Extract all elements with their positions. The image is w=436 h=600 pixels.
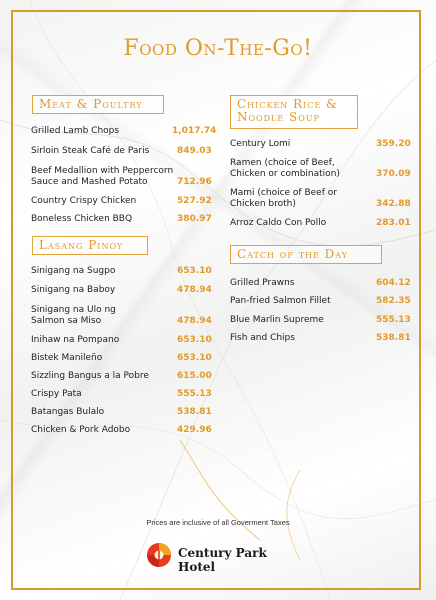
tax-note: Prices are inclusive of all Goverment Taxes bbox=[146, 518, 290, 527]
menu-item-name: Grilled Lamb Chops bbox=[31, 126, 120, 136]
menu-item-name-line2: Sauce and Mashed Potato bbox=[31, 177, 148, 187]
menu-item-name-line2: Chicken broth) bbox=[230, 199, 296, 209]
menu-item-price: 615.00 bbox=[177, 371, 212, 381]
menu-item-price: 342.88 bbox=[376, 199, 411, 209]
menu-item-name: Sirloin Steak Café de Paris bbox=[31, 146, 150, 156]
menu-item-price: 582.35 bbox=[376, 296, 411, 306]
section-heading-meat-poultry: Meat & Poultry bbox=[32, 95, 164, 114]
menu-item-name: Beef Medallion with Peppercorn bbox=[31, 166, 174, 176]
section-heading-line2: Noodle Soup bbox=[237, 110, 320, 124]
menu-item-name: Sizzling Bangus a la Pobre bbox=[31, 371, 149, 381]
section-heading-chicken-rice-noodle-soup bbox=[230, 95, 358, 129]
menu-item-price: 712.96 bbox=[177, 177, 212, 187]
menu-item-name: Mami (choice of Beef or bbox=[230, 188, 337, 198]
menu-item-price: 555.13 bbox=[376, 315, 411, 325]
section-heading-lasang-pinoy: Lasang Pinoy bbox=[32, 236, 148, 255]
menu-item-price: 1,017.74 bbox=[172, 126, 217, 136]
menu-item-price: 653.10 bbox=[177, 353, 212, 363]
menu-item-price: 527.92 bbox=[177, 196, 212, 206]
menu-item-name: Fish and Chips bbox=[230, 333, 295, 343]
menu-item-price: 653.10 bbox=[177, 266, 212, 276]
menu-item-name: Ramen (choice of Beef, bbox=[230, 158, 335, 168]
section-heading-line1: Chicken Rice & bbox=[237, 97, 338, 111]
menu-item-name: Sinigang na Sugpo bbox=[31, 266, 116, 276]
menu-item-price: 538.81 bbox=[376, 333, 411, 343]
menu-item-price: 555.13 bbox=[177, 389, 212, 399]
menu-item-price: 380.97 bbox=[177, 214, 212, 224]
menu-item-name: Pan-fried Salmon Fillet bbox=[230, 296, 331, 306]
menu-item-name: Sinigang na Ulo ng bbox=[31, 305, 116, 315]
menu-item-price: 429.96 bbox=[177, 425, 212, 435]
menu-item-name: Crispy Pata bbox=[31, 389, 82, 399]
menu-item-price: 849.03 bbox=[177, 146, 212, 156]
section-heading-catch-of-the-day: Catch of the Day bbox=[230, 245, 382, 264]
menu-item-name: Sinigang na Baboy bbox=[31, 285, 116, 295]
menu-item-name: Boneless Chicken BBQ bbox=[31, 214, 133, 224]
menu-item-name: Batangas Bulalo bbox=[31, 407, 105, 417]
menu-item-name: Chicken & Pork Adobo bbox=[31, 425, 131, 435]
hotel-name: Century Park Hotel bbox=[178, 546, 267, 574]
menu-item-name: Arroz Caldo Con Pollo bbox=[230, 218, 327, 228]
hotel-logo bbox=[146, 542, 296, 574]
menu-item-name: Inihaw na Pompano bbox=[31, 335, 120, 345]
menu-item-price: 653.10 bbox=[177, 335, 212, 345]
menu-item-price: 478.94 bbox=[177, 316, 212, 326]
menu-item-name: Country Crispy Chicken bbox=[31, 196, 137, 206]
menu-item-price: 370.09 bbox=[376, 169, 411, 179]
menu-item-price: 538.81 bbox=[177, 407, 212, 417]
menu-item-name: Blue Marlin Supreme bbox=[230, 315, 324, 325]
menu-item-name: Bistek Manileño bbox=[31, 353, 103, 363]
menu-item-name: Century Lomi bbox=[230, 139, 291, 149]
menu-item-price: 283.01 bbox=[376, 218, 411, 228]
menu-item-name: Grilled Prawns bbox=[230, 278, 295, 288]
menu-item-price: 478.94 bbox=[177, 285, 212, 295]
menu-item-price: 604.12 bbox=[376, 278, 411, 288]
century-park-logo-icon bbox=[146, 542, 172, 568]
page-title: Food On-The-Go! bbox=[123, 36, 313, 61]
menu-item-price: 359.20 bbox=[376, 139, 411, 149]
menu-item-name-line2: Salmon sa Miso bbox=[31, 316, 102, 326]
menu-item-name-line2: Chicken or combination) bbox=[230, 169, 340, 179]
